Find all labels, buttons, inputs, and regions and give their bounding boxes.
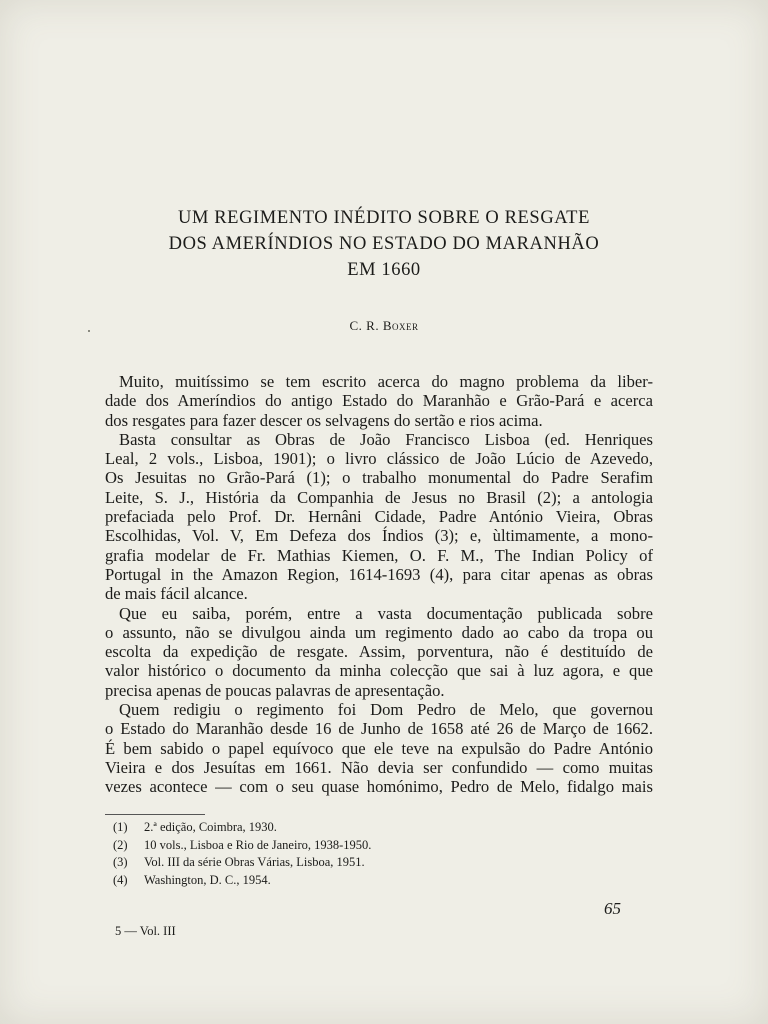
body-line: Muito, muitíssimo se tem escrito acerca do magno problema da liber- (119, 372, 653, 391)
footnote-text: Vol. III da série Obras Várias, Lisboa, 1951. (144, 855, 365, 869)
author-surname: Boxer (382, 318, 419, 333)
body-line: o Estado do Maranhão desde 16 de Junho de 1658 até 26 de Março de 1662. (105, 719, 653, 739)
footnote (113, 854, 371, 872)
body-line: Os Jesuitas no Grão-Pará (1); o trabalho monumental do Padre Serafim (105, 468, 653, 488)
footnote (113, 819, 371, 837)
body-line: Portugal in the Amazon Region, 1614-1693 (4), para citar apenas as obras (105, 564, 653, 584)
signature-mark: 5 — Vol. III (115, 924, 176, 938)
body-line: É bem sabido o papel equívoco que ele teve na expulsão do Padre António (105, 738, 653, 758)
body-line: Leite, S. J., História da Companhia de Jesus no Brasil (2); a antologia (105, 487, 653, 507)
body-line: Quem redigiu o regimento foi Dom Pedro de Melo, que governou (119, 700, 653, 720)
title-line-1: UM REGIMENTO INÉDITO SOBRE O RESGATE (178, 208, 590, 228)
body-line: Vieira e dos Jesuítas em 1661. Não devia ser confundido — como muitas (105, 757, 653, 777)
body-line: vezes acontece — com o seu quase homónimo, Pedro de Melo, fidalgo mais (105, 777, 653, 797)
author-byline (0, 318, 768, 334)
page-number: 65 (604, 899, 621, 918)
footnote (113, 837, 371, 855)
title-line-3: EM 1660 (347, 260, 421, 280)
body-line: dade dos Ameríndios do antigo Estado do Maranhão e Grão-Pará e acerca (105, 391, 653, 411)
footnote-text: Washington, D. C., 1954. (144, 872, 271, 887)
body-line: prefaciada pelo Prof. Dr. Hernâni Cidade, Padre António Vieira, Obras (105, 507, 653, 527)
title-line-2: DOS AMERÍNDIOS NO ESTADO DO MARANHÃO (168, 234, 600, 254)
body-line: precisa apenas de poucas palavras de apresentação. (105, 680, 445, 700)
footnote-number: (1) (113, 820, 128, 834)
body-line: de mais fácil alcance. (105, 584, 248, 604)
article-title (0, 205, 768, 283)
body-line: Basta consultar as Obras de João Francisco Lisboa (ed. Henriques (119, 429, 653, 449)
body-line: grafia modelar de Fr. Mathias Kiemen, O. F. M., The Indian Policy of (105, 545, 653, 565)
footnote-text: 2.ª edição, Coimbra, 1930. (144, 820, 277, 834)
body-line: Escolhidas, Vol. V, Em Defeza dos Índios (3); e, ùltimamente, a mono- (105, 526, 653, 546)
footnotes (113, 819, 371, 889)
body-line: Que eu saiba, porém, entre a vasta documentação publicada sobre (119, 603, 653, 623)
footnote-text: 10 vols., Lisboa e Rio de Janeiro, 1938-1950. (144, 837, 372, 852)
footnote-number: (3) (113, 855, 128, 869)
body-line: Leal, 2 vols., Lisboa, 1901); o livro clássico de João Lúcio de Azevedo, (105, 449, 653, 469)
margin-speck (88, 330, 90, 332)
author-initials: C. R. (349, 318, 380, 333)
body-line: escolta da expedição de resgate. Assim, porventura, não é destituído de (105, 642, 653, 662)
footnote (113, 872, 371, 890)
body-line: valor histórico o documento da minha colecção que sai à luz agora, e que (105, 661, 653, 681)
footnote-rule (105, 814, 205, 815)
footnote-number: (2) (113, 837, 128, 852)
body-line: o assunto, não se divulgou ainda um regimento dado ao cabo da tropa ou (105, 622, 653, 642)
body-text (105, 372, 653, 797)
body-line: dos resgates para fazer descer os selvagens do sertão e rios acima. (105, 410, 543, 430)
footnote-number: (4) (113, 872, 128, 887)
